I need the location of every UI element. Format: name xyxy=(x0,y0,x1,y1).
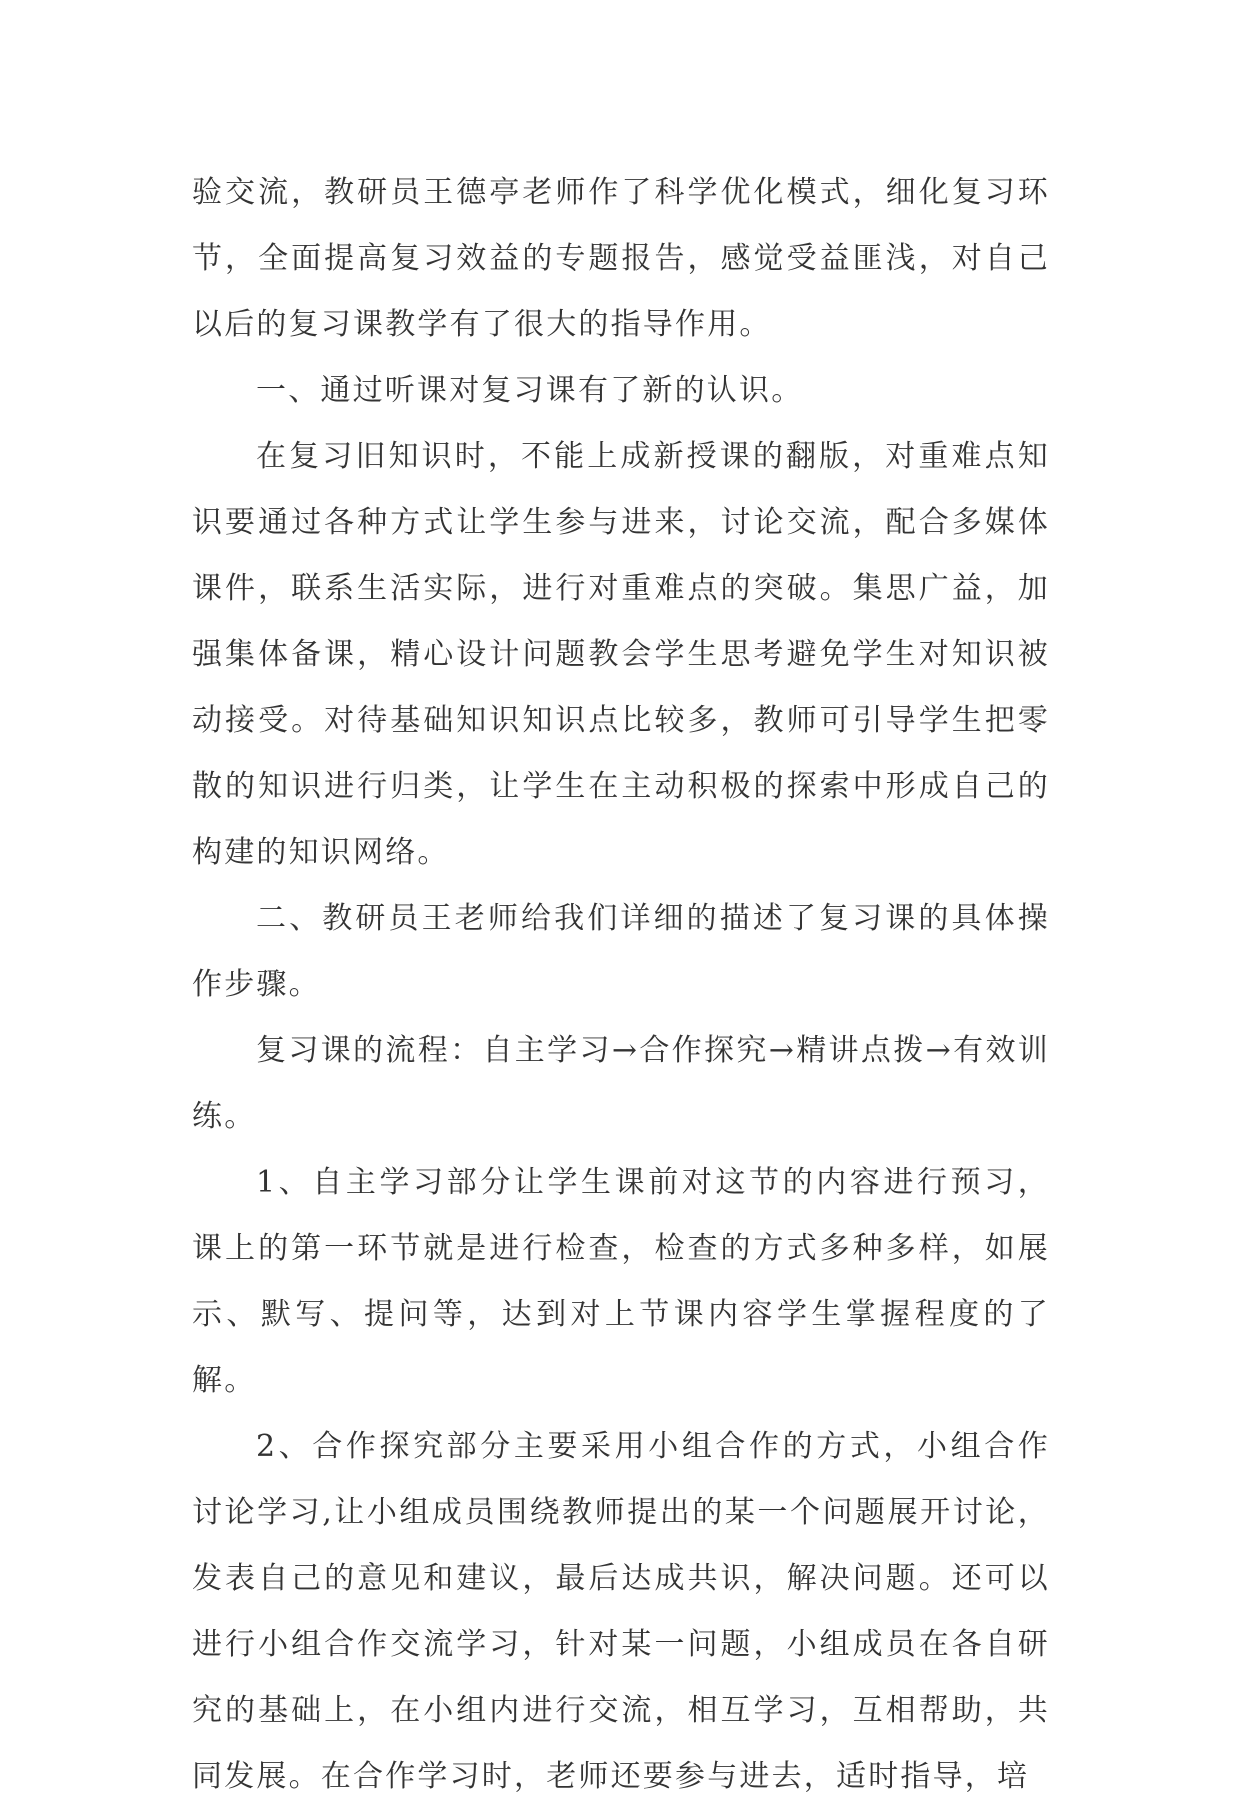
document-page xyxy=(192,160,1050,1810)
section-heading-2: 二、教研员王老师给我们详细的描述了复习课的具体操作步骤。 xyxy=(192,901,1050,1002)
paragraph-review-process: 复习课的流程：自主学习→合作探究→精讲点拨→有效训练。 xyxy=(192,1033,1050,1134)
paragraph-step-2: 2、合作探究部分主要采用小组合作的方式，小组合作讨论学习,让小组成员围绕教师提出的某一个问题展开讨论，发表自己的意见和建议，最后达成共识，解决问题。还可以进行小组合作交流学习，针对某一问题，小组成员在各自研究的基础上，在小组内进行交流，相互学习，互相帮助，共同发展。在合作学习时，老师还要参与进去，适时指导，培 xyxy=(192,1429,1050,1794)
paragraph-continuation: 验交流，教研员王德亭老师作了科学优化模式，细化复习环节，全面提高复习效益的专题报告，感觉受益匪浅，对自己以后的复习课教学有了很大的指导作用。 xyxy=(192,175,1050,342)
paragraph-step-1: 1、自主学习部分让学生课前对这节的内容进行预习，课上的第一环节就是进行检查，检查的方式多种多样，如展示、默写、提问等，达到对上节课内容学生掌握程度的了解。 xyxy=(192,1165,1050,1398)
section-heading-1: 一、通过听课对复习课有了新的认识。 xyxy=(256,373,804,408)
paragraph-review-knowledge: 在复习旧知识时，不能上成新授课的翻版，对重难点知识要通过各种方式让学生参与进来，讨论交流，配合多媒体课件，联系生活实际，进行对重难点的突破。集思广益，加强集体备课，精心设计问题教会学生思考避免学生对知识被动接受。对待基础知识知识点比较多，教师可引导学生把零散的知识进行归类，让学生在主动积极的探索中形成自己的构建的知识网络。 xyxy=(192,439,1050,870)
